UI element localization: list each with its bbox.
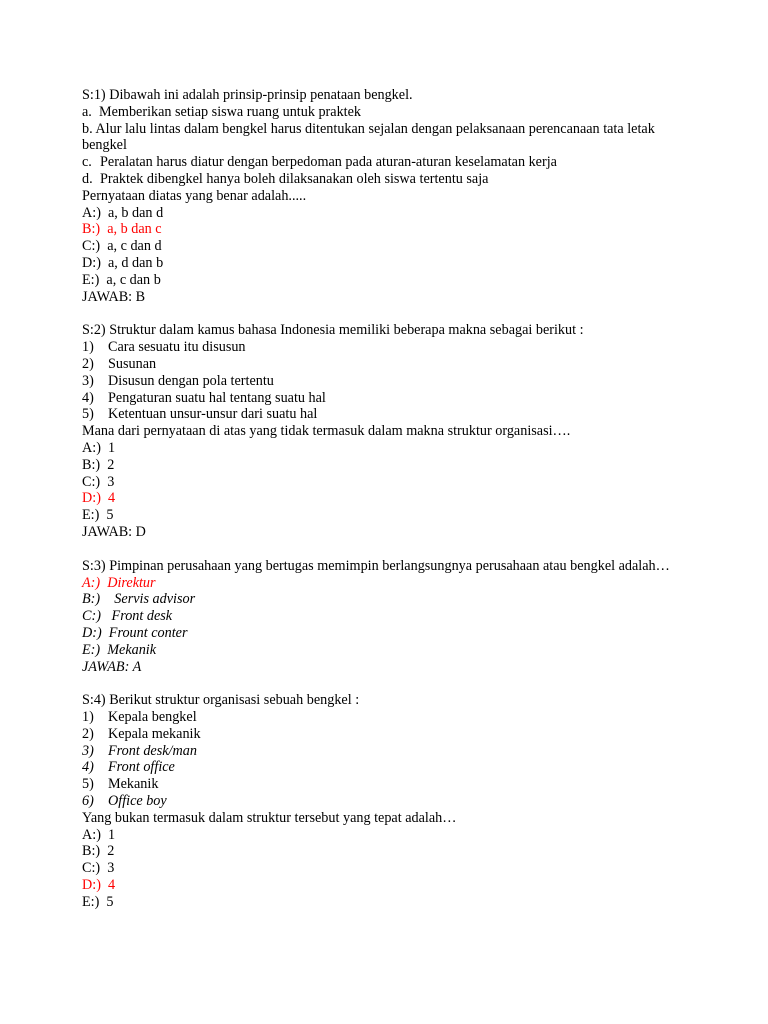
option-c: C:) 3 (82, 473, 115, 490)
question-1 (82, 87, 682, 305)
question-2 (82, 322, 682, 540)
statement-3: 3) Disusun dengan pola tertentu (82, 372, 274, 389)
statement-2: 2) Susunan (82, 355, 157, 372)
statement-d: d. Praktek dibengkel hanya boleh dilaksanakan oleh siswa tertentu saja (82, 170, 489, 187)
question-stem: S:1) Dibawah ini adalah prinsip-prinsip penataan bengkel. (82, 87, 413, 103)
option-e: E:) 5 (82, 893, 114, 910)
statement-a: a. Memberikan setiap siswa ruang untuk praktek (82, 103, 362, 120)
question-3 (82, 558, 682, 676)
question-prompt: Yang bukan termasuk dalam struktur tersebut yang tepat adalah… (82, 809, 457, 826)
statement-5: 5) Mekanik (82, 776, 159, 793)
option-d: D:) a, d dan b (82, 254, 164, 271)
option-b: B:) 2 (82, 456, 115, 473)
statement-6: 6) Office boy (82, 793, 167, 810)
document-page (82, 87, 682, 911)
option-a: A:) 1 (82, 826, 116, 843)
statement-4: 4) Front office (82, 759, 175, 776)
option-a: A:) a, b dan d (82, 204, 164, 221)
option-b: B:) Servis advisor (82, 591, 196, 608)
statement-4: 4) Pengaturan suatu hal tentang suatu hal (82, 389, 326, 406)
option-c: C:) a, c dan d (82, 238, 162, 255)
option-e: E:) Mekanik (82, 641, 157, 658)
statement-c: c. Peralatan harus diatur dengan berpedoman pada aturan-aturan keselamatan kerja (82, 154, 557, 171)
option-d-correct: D:) 4 (82, 877, 116, 894)
option-b-correct: B:) a, b dan c (82, 221, 162, 238)
question-prompt: Pernyataan diatas yang benar adalah..... (82, 187, 307, 204)
question-4 (82, 692, 682, 910)
answer-key: JAWAB: D (82, 523, 146, 540)
question-stem: S:3) Pimpinan perusahaan yang bertugas memimpin berlangsungnya perusahaan atau bengkel adalah… (82, 557, 670, 574)
option-d: D:) Frount conter (82, 624, 188, 641)
statement-1: 1) Kepala bengkel (82, 709, 197, 726)
option-a: A:) 1 (82, 439, 116, 456)
statement-2: 2) Kepala mekanik (82, 725, 201, 742)
option-e: E:) a, c dan b (82, 271, 161, 288)
question-prompt: Mana dari pernyataan di atas yang tidak termasuk dalam makna struktur organisasi…. (82, 423, 571, 440)
answer-key: JAWAB: A (82, 658, 142, 675)
option-c: C:) Front desk (82, 608, 173, 625)
statement-5: 5) Ketentuan unsur-unsur dari suatu hal (82, 406, 318, 423)
option-b: B:) 2 (82, 843, 115, 860)
statement-b: b. Alur lalu lintas dalam bengkel harus ditentukan sejalan dengan pelaksanaan perencanaan tata letak bengkel (82, 120, 655, 154)
question-stem: S:4) Berikut struktur organisasi sebuah bengkel : (82, 692, 360, 709)
answer-key: JAWAB: B (82, 288, 146, 305)
statement-3: 3) Front desk/man (82, 742, 197, 759)
statement-1: 1) Cara sesuatu itu disusun (82, 339, 246, 356)
option-c: C:) 3 (82, 860, 115, 877)
question-stem: S:2) Struktur dalam kamus bahasa Indonesia memiliki beberapa makna sebagai berikut : (82, 322, 584, 339)
option-e: E:) 5 (82, 507, 114, 524)
option-d-correct: D:) 4 (82, 490, 116, 507)
option-a-correct: A:) Direktur (82, 574, 156, 591)
